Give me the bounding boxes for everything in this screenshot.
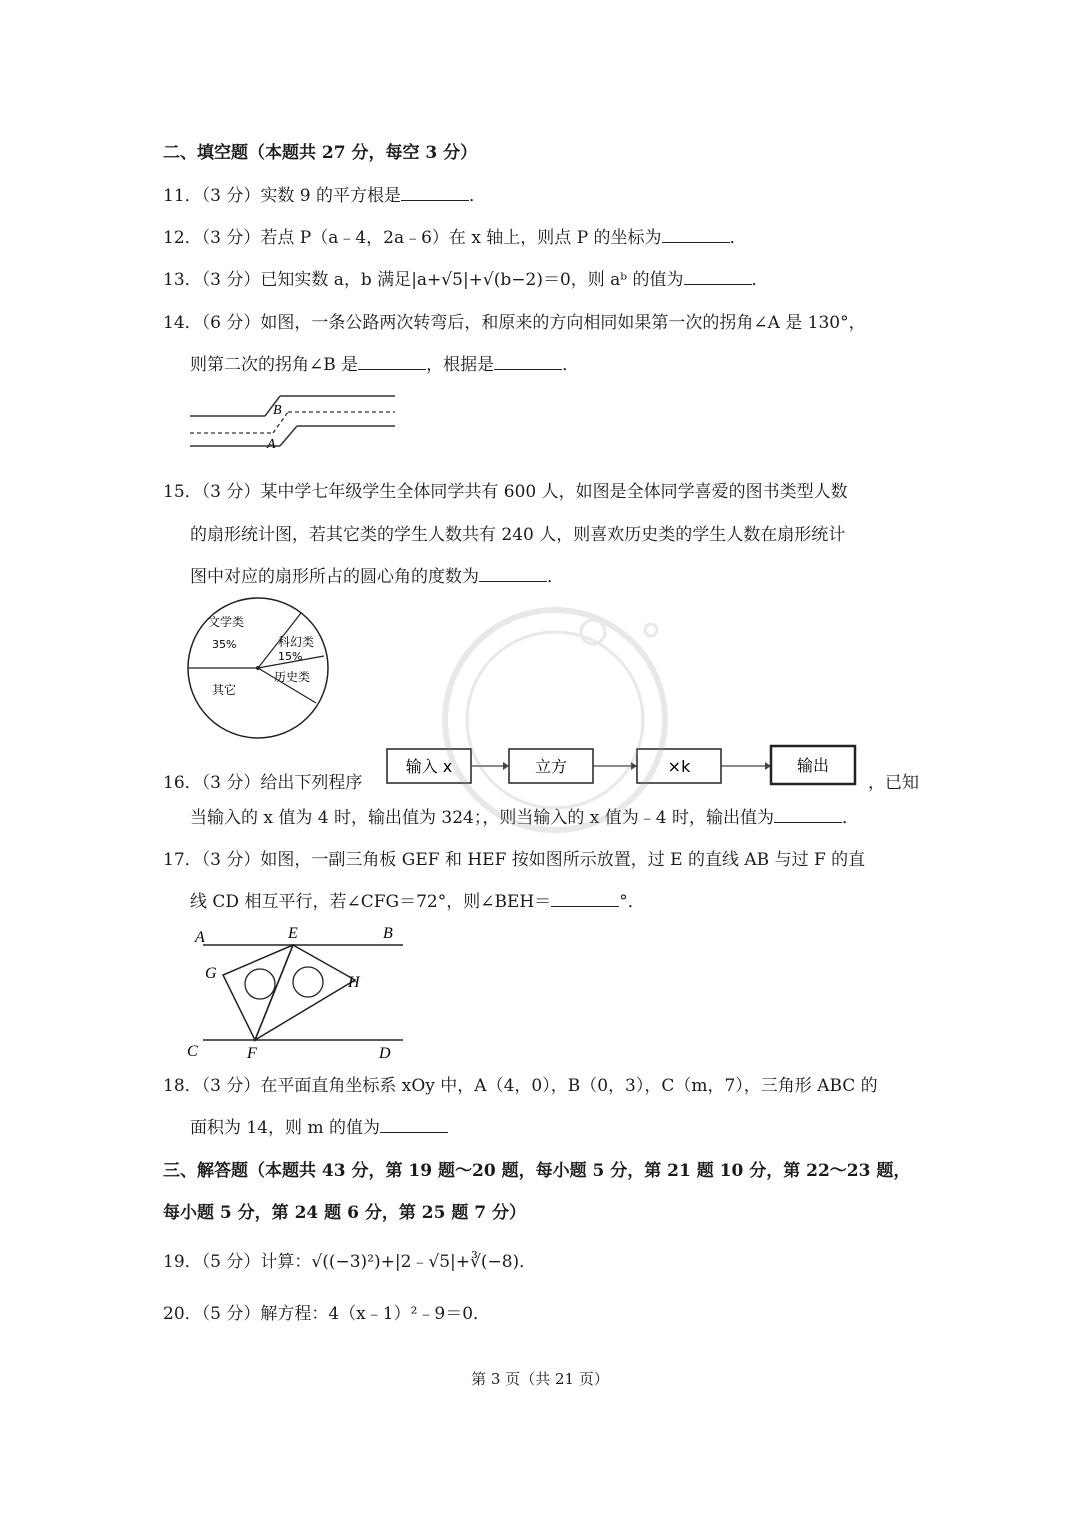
question-13 bbox=[163, 268, 769, 292]
pie-label-literature-pct: 35% bbox=[212, 638, 237, 651]
q16-blank bbox=[774, 806, 842, 823]
road-label-b: B bbox=[273, 403, 282, 418]
question-19 bbox=[163, 1250, 536, 1274]
q17-end: °． bbox=[619, 892, 645, 912]
label-h: H bbox=[348, 974, 360, 991]
q18-text: 面积为 14，则 m 的值为 bbox=[190, 1118, 380, 1138]
q18-blank bbox=[380, 1116, 448, 1133]
label-f: F bbox=[247, 1045, 257, 1062]
q17-text: 线 CD 相互平行，若∠CFG＝72°，则∠BEH＝ bbox=[190, 892, 552, 912]
q15-blank bbox=[479, 565, 547, 582]
question-14-line2 bbox=[190, 353, 579, 377]
flow-label-cube: 立方 bbox=[534, 757, 568, 776]
section2-title: 二、填空题（本题共 27 分，每空 3 分） bbox=[163, 143, 478, 163]
q14-end: ． bbox=[562, 355, 580, 375]
q13-blank bbox=[684, 268, 752, 285]
q14-blank-1 bbox=[358, 353, 426, 370]
q16-end: ． bbox=[841, 808, 859, 828]
q13-end: ． bbox=[751, 270, 769, 290]
q16-text: 当输入的 x 值为 4 时，输出值为 324；，则当输入的 x 值为﹣4 时，输出值为 bbox=[190, 808, 774, 828]
q11-blank bbox=[401, 184, 469, 201]
triangle-hef bbox=[255, 945, 355, 1040]
question-14-line1: 14．（6 分）如图，一条公路两次转弯后，和原来的方向相同如果第一次的拐角∠A 是 130°， bbox=[163, 313, 866, 333]
q14-text-b: ，根据是 bbox=[426, 355, 495, 375]
pie-label-history: 历史类 bbox=[274, 670, 311, 684]
question-11 bbox=[163, 184, 486, 208]
label-e: E bbox=[288, 925, 298, 942]
q17-blank bbox=[551, 890, 619, 907]
flow-label-times-k: ×k bbox=[667, 757, 691, 776]
triangle-figure bbox=[185, 920, 410, 1065]
question-16-line1a: 16．（3 分）给出下列程序 bbox=[163, 773, 363, 793]
question-15-line1: 15．（3 分）某中学七年级学生全体同学共有 600 人，如图是全体同学喜爱的图书类型人数 bbox=[163, 482, 848, 502]
label-g: G bbox=[205, 965, 217, 982]
flowchart bbox=[385, 744, 860, 788]
label-a: A bbox=[195, 929, 205, 946]
q12-end: ． bbox=[729, 228, 747, 248]
q15-end: ． bbox=[547, 567, 564, 587]
question-12 bbox=[163, 226, 747, 250]
question-16-line1b: ，已知 bbox=[868, 773, 919, 793]
question-16-line2 bbox=[190, 806, 859, 830]
flow-label-input: 输入 x bbox=[405, 757, 453, 776]
q11-text: 11．（3 分）实数 9 的平方根是 bbox=[163, 186, 401, 206]
q15-text: 图中对应的扇形所占的圆心角的度数为 bbox=[190, 567, 479, 587]
label-d: D bbox=[379, 1045, 391, 1062]
q19-text: 19．（5 分）计算： bbox=[163, 1252, 312, 1272]
q11-end: ． bbox=[468, 186, 486, 206]
pie-label-scifi: 科幻类 bbox=[278, 635, 315, 649]
q19-expression: √((−3)²)+|2﹣√5|+∛(−8)． bbox=[311, 1252, 537, 1272]
q12-blank bbox=[662, 226, 730, 243]
pie-chart-figure bbox=[186, 596, 331, 741]
q12-text: 12．（3 分）若点 P（a﹣4，2a﹣6）在 x 轴上，则点 P 的坐标为 bbox=[163, 228, 662, 248]
road-figure bbox=[185, 392, 400, 452]
question-17-line1: 17．（3 分）如图，一副三角板 GEF 和 HEF 按如图所示放置，过 E 的直线 AB 与过 F 的直 bbox=[163, 850, 866, 870]
question-20: 20．（5 分）解方程：4（x﹣1）²﹣9＝0． bbox=[163, 1304, 491, 1324]
flow-label-output: 输出 bbox=[796, 756, 830, 775]
question-15-line2: 的扇形统计图，若其它类的学生人数共有 240 人，则喜欢历史类的学生人数在扇形统计 bbox=[190, 525, 846, 545]
section3-title-line1: 三、解答题（本题共 43 分，第 19 题～20 题，每小题 5 分，第 21 题 10 分，第 22～23 题， bbox=[163, 1161, 911, 1181]
question-18-line2 bbox=[190, 1116, 448, 1140]
question-15-line3 bbox=[190, 565, 564, 589]
page-footer: 第 3 页（共 21 页） bbox=[471, 1370, 609, 1388]
q13-expression: |a+√5|+√(b−2)＝0，则 aᵇ 的值为 bbox=[411, 270, 684, 290]
pie-label-other: 其它 bbox=[212, 683, 237, 697]
question-18-line1: 18．（3 分）在平面直角坐标系 xOy 中，A（4，0），B（0，3），C（m，7），三角形 ABC 的 bbox=[163, 1076, 878, 1096]
question-17-line2 bbox=[190, 890, 645, 914]
label-b: B bbox=[383, 925, 393, 942]
pie-label-scifi-pct: 15% bbox=[278, 650, 303, 663]
label-c: C bbox=[187, 1043, 198, 1060]
q13-text: 13．（3 分）已知实数 a，b 满足 bbox=[163, 270, 412, 290]
triangle-gef bbox=[223, 945, 293, 1040]
section3-title-line2: 每小题 5 分，第 24 题 6 分，第 25 题 7 分） bbox=[163, 1203, 526, 1223]
q14-text-a: 则第二次的拐角∠B 是 bbox=[190, 355, 359, 375]
q14-blank-2 bbox=[494, 353, 562, 370]
pie-label-literature: 文学类 bbox=[208, 615, 245, 629]
road-label-a: A bbox=[267, 437, 276, 452]
